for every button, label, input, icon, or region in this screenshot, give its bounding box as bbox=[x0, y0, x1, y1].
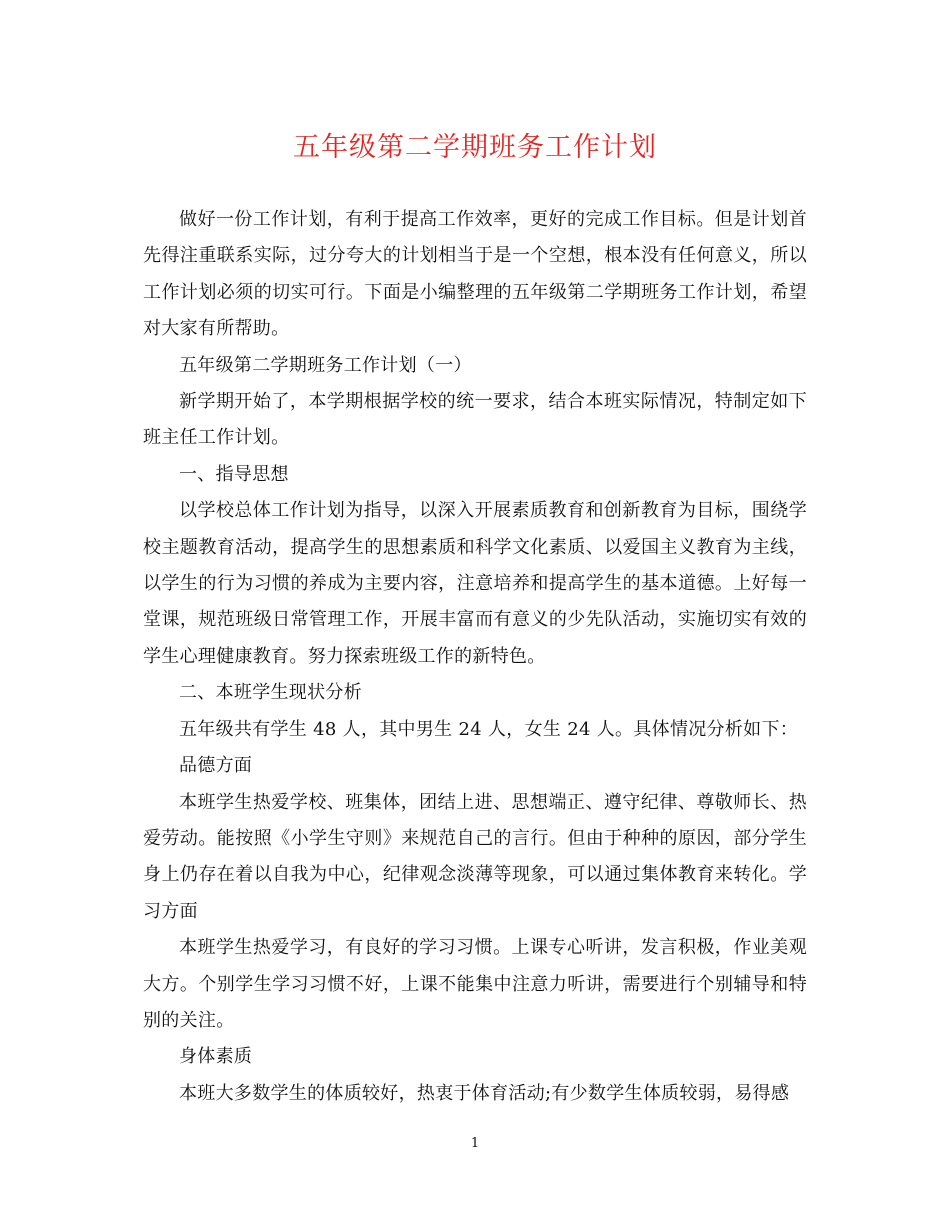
page-title: 五年级第二学期班务工作计划 bbox=[293, 132, 657, 163]
body-paragraph: 新学期开始了，本学期根据学校的统一要求，结合本班实际情况，特制定如下班主任工作计划。 bbox=[143, 391, 807, 449]
body-paragraph: 本班学生热爱学习，有良好的学习习惯。上课专心听讲，发言积极，作业美观大方。个别学生学习习惯不好，上课不能集中注意力听讲，需要进行个别辅导和特别的关注。 bbox=[143, 937, 807, 1031]
intro-paragraph: 做好一份工作计划，有利于提高工作效率，更好的完成工作目标。但是计划首先得注重联系实际，过分夸大的计划相当于是一个空想，根本没有任何意义，所以工作计划必须的切实可行。下面是小编整理的五年级第二学期班务工作计划，希望对大家有所帮助。 bbox=[143, 209, 807, 340]
section-heading-guiding-ideology: 一、指导思想 bbox=[179, 463, 289, 485]
section-heading-plan-one: 五年级第二学期班务工作计划（一） bbox=[179, 354, 472, 376]
body-paragraph: 五年级共有学生 48 人，其中男生 24 人，女生 24 人。具体情况分析如下： bbox=[179, 718, 799, 740]
page-number: 1 bbox=[470, 1136, 480, 1151]
body-paragraph: 以学校总体工作计划为指导，以深入开展素质教育和创新教育为目标，围绕学校主题教育活动，提高学生的思想素质和科学文化素质、以爱国主义教育为主线，以学生的行为习惯的养成为主要内容，注意培养和提高学生的基本道德。上好每一堂课，规范班级日常管理工作，开展丰富而有意义的少先队活动，实施切实有效的学生心理健康教育。努力探索班级工作的新特色。 bbox=[143, 500, 807, 667]
body-paragraph: 本班学生热爱学校、班集体，团结上进、思想端正、遵守纪律、尊敬师长、热爱劳动。能按照《小学生守则》来规范自己的言行。但由于种种的原因，部分学生身上仍存在着以自我为中心，纪律观念淡薄等现象，可以通过集体教育来转化。学习方面 bbox=[143, 791, 807, 922]
document-body bbox=[143, 202, 807, 1112]
subheading-morality: 品德方面 bbox=[179, 755, 253, 777]
body-paragraph: 本班大多数学生的体质较好，热衷于体育活动;有少数学生体质较弱，易得感 bbox=[179, 1082, 790, 1104]
section-heading-student-analysis: 二、本班学生现状分析 bbox=[179, 682, 362, 704]
subheading-physical-quality: 身体素质 bbox=[179, 1046, 253, 1068]
